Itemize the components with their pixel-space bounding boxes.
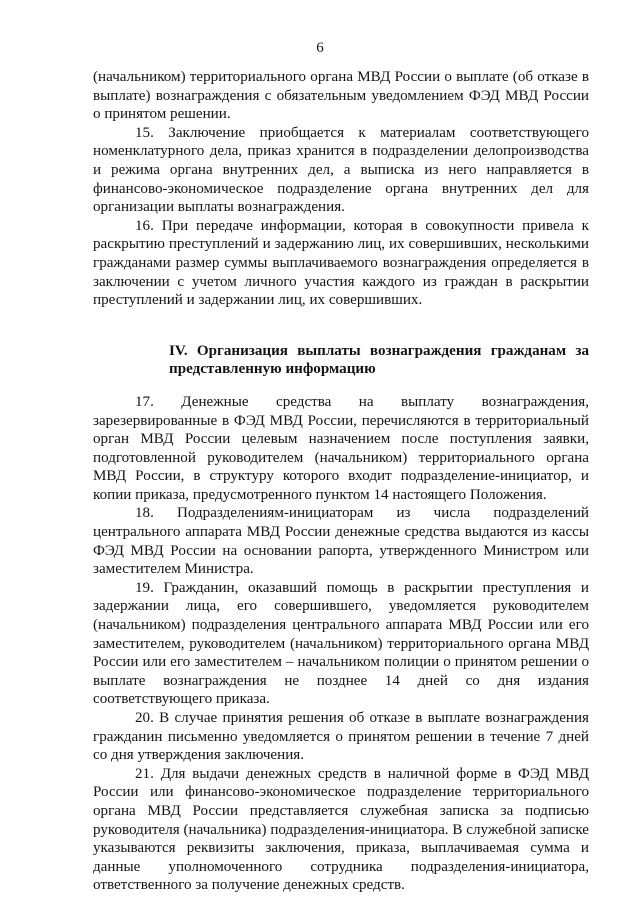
page-number: 6 bbox=[316, 40, 324, 56]
document-body bbox=[93, 68, 589, 895]
paragraph-15: 15. Заключение приобщается к материалам соответствующего номенклатурного дела, приказ хранится в подразделении делопроизводства и режима органа внутренних дел, а выписка из него направляется в финансово-экономическое подразделение органа внутренних дел для организации выплаты вознаграждения. bbox=[93, 124, 589, 216]
paragraph-21: 21. Для выдачи денежных средств в наличной форме в ФЭД МВД России или финансово-экономическое подразделение территориального органа МВД России представляется служебная записка за подписью руководителя (начальника) подразделения-инициатора. В служебной записке указываются реквизиты заключения, приказа, выплачиваемая сумма и данные уполномоченного сотрудника подразделения-инициатора, ответственного за получение денежных средств. bbox=[93, 765, 589, 894]
paragraph-continuation: (начальником) территориального органа МВД России о выплате (об отказе в выплате) вознаграждения с обязательным уведомлением ФЭД МВД России о принятом решении. bbox=[93, 69, 589, 123]
section-heading-iv: IV. Организация выплаты вознаграждения гражданам за представленную информацию bbox=[169, 342, 589, 378]
paragraph-16: 16. При передаче информации, которая в совокупности привела к раскрытию преступлений и задержанию лиц, их совершивших, несколькими гражданами размер суммы выплачиваемого вознаграждения определяется в заключении с учетом личного участия каждого из граждан в раскрытии преступлений и задержании лиц, их совершивших. bbox=[93, 217, 589, 309]
paragraph-19: 19. Гражданин, оказавший помощь в раскрытии преступления и задержании лица, его совершившего, уведомляется руководителем (начальником) подразделения центрального аппарата МВД России или его заместителем, руководителем (начальником) территориального органа МВД России или его заместителем – начальником полиции о принятом решении о выплате вознаграждения не позднее 14 дней со дня издания соответствующего приказа. bbox=[93, 579, 589, 708]
paragraph-17: 17. Денежные средства на выплату вознаграждения, зарезервированные в ФЭД МВД России, перечисляются в территориальный орган МВД России целевым назначением после поступления заявки, подготовленной руководителем (начальником) территориального органа МВД России, в структуру которого входит подразделение-инициатор, и копии приказа, предусмотренного пунктом 14 настоящего Положения. bbox=[93, 393, 589, 503]
paragraph-18: 18. Подразделениям-инициаторам из числа подразделений центрального аппарата МВД России денежные средства выдаются из кассы ФЭД МВД России на основании рапорта, утвержденного Министром или заместителем Министра. bbox=[93, 505, 589, 578]
paragraph-20: 20. В случае принятия решения об отказе в выплате вознаграждения гражданин письменно уведомляется о принятом решении в течение 7 дней со дня утверждения заключения. bbox=[93, 710, 589, 764]
